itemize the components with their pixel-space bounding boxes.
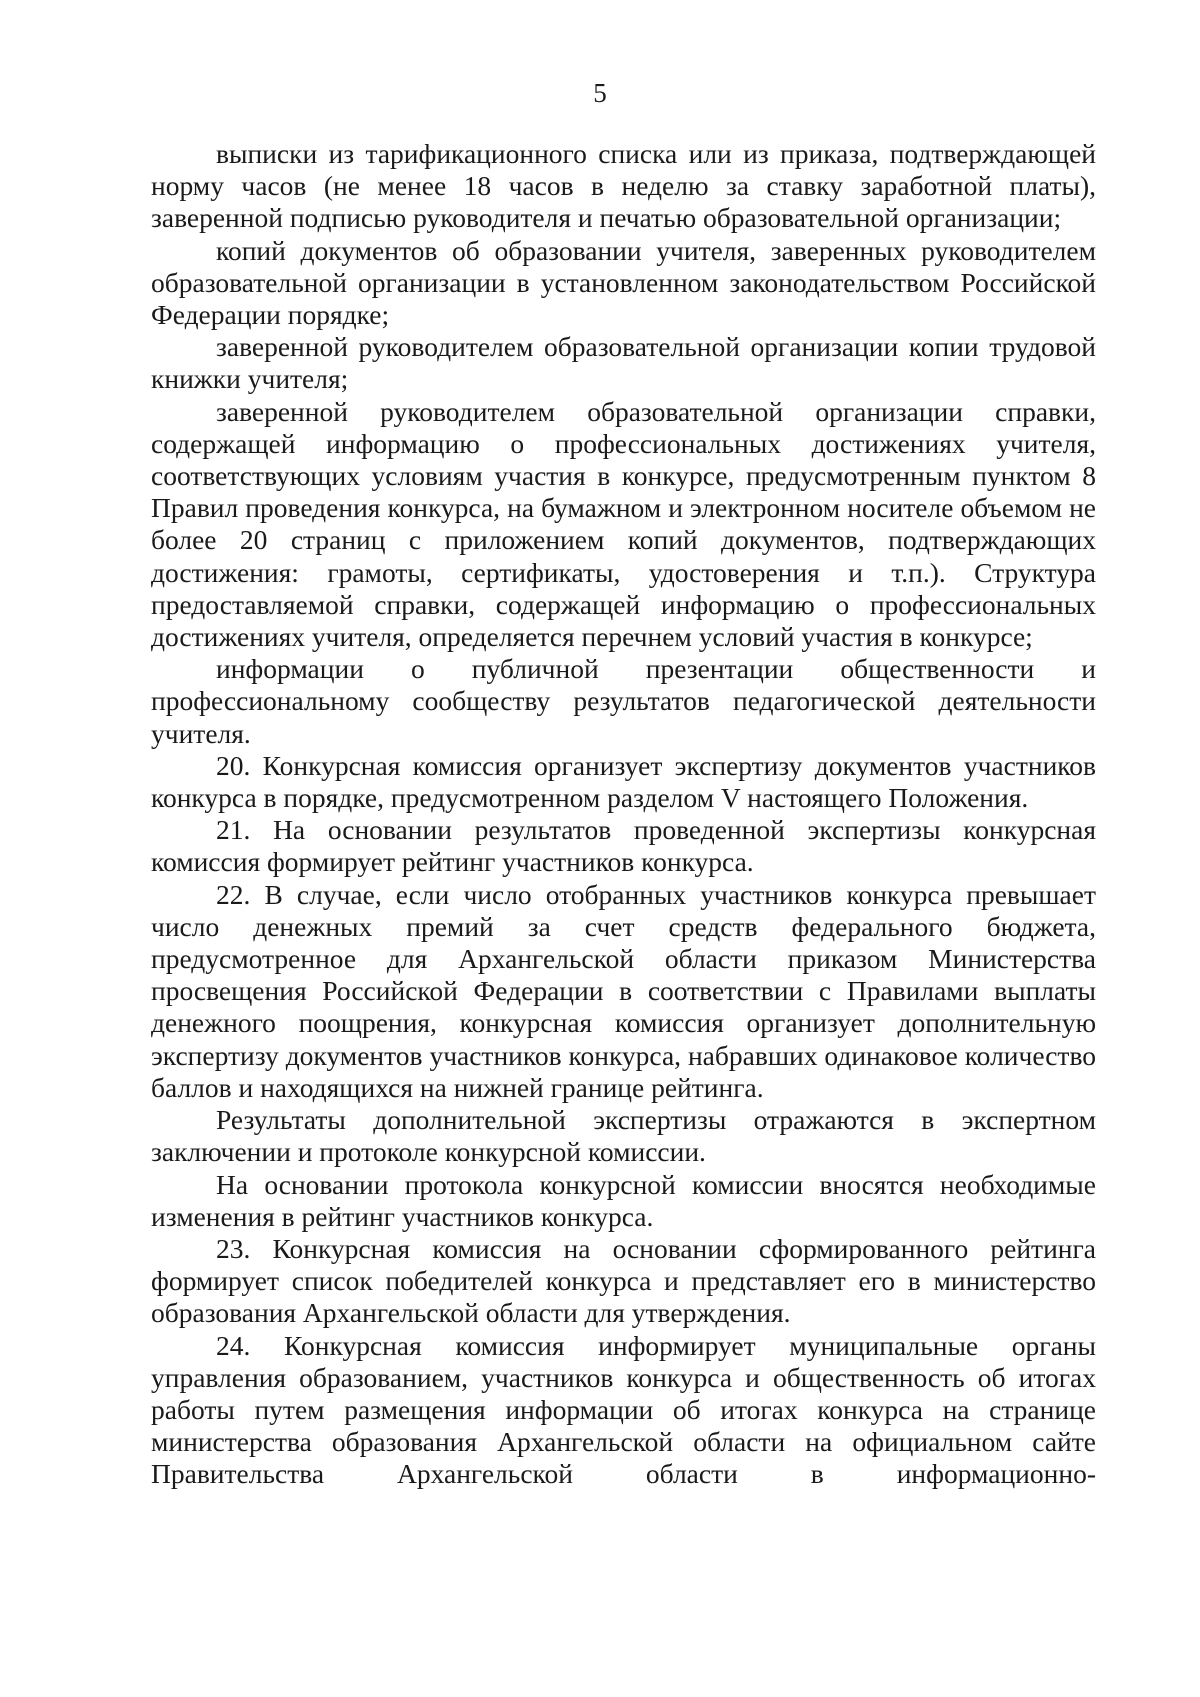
paragraph: Результаты дополнительной экспертизы отражаются в экспертном заключении и протоколе конкурсной комиссии.	[151, 1104, 1096, 1168]
paragraph: 20. Конкурсная комиссия организует экспертизу документов участников конкурса в порядке, предусмотренном разделом V настоящего Положения.	[151, 749, 1096, 814]
paragraph: 22. В случае, если число отобранных участников конкурса превышает число денежных премий за счет средств федерального бюджета, предусмотренное для Архангельской области приказом Министерства просвещения Российской Федерации в соответствии с Правилами выплаты денежного поощрения, конкурсная комиссия организует дополнительную экспертизу документов участников конкурса, набравших одинаковое количество баллов и находящихся на нижней границе рейтинга.	[151, 878, 1096, 1103]
paragraph: 24. Конкурсная комиссия информирует муниципальные органы управления образованием, участников конкурса и общественность об итогах работы путем размещения информации об итогах конкурса на странице министерства образования Архангельской области на официальном сайте Правительства Архангельской области в информационно-	[151, 1329, 1096, 1490]
paragraph: 23. Конкурсная комиссия на основании сформированного рейтинга формирует список победителей конкурса и представляет его в министерство образования Архангельской области для утверждения.	[151, 1232, 1096, 1329]
paragraph: информации о публичной презентации общественности и профессиональному сообществу результатов педагогической деятельности учителя.	[151, 653, 1096, 749]
paragraph: заверенной руководителем образовательной организации справки, содержащей информацию о профессиональных достижениях учителя, соответствующих условиям участия в конкурсе, предусмотренным пунктом 8 Правил проведения конкурса, на бумажном и электронном носителе объемом не более 20 страниц с приложением копий документов, подтверждающих достижения: грамоты, сертификаты, удостоверения и т.п.). Структура предоставляемой справки, содержащей информацию о профессиональных достижениях учителя, определяется перечнем условий участия в конкурсе;	[151, 395, 1096, 653]
paragraph: На основании протокола конкурсной комиссии вносятся необходимые изменения в рейтинг участников конкурса.	[151, 1168, 1096, 1232]
document-body	[151, 138, 1096, 1491]
paragraph: 21. На основании результатов проведенной экспертизы конкурсная комиссия формирует рейтинг участников конкурса.	[151, 814, 1096, 878]
paragraph: копий документов об образовании учителя, заверенных руководителем образовательной организации в установленном законодательством Российской Федерации порядке;	[151, 234, 1096, 331]
paragraph: заверенной руководителем образовательной организации копии трудовой книжки учителя;	[151, 331, 1096, 395]
paragraph: выписки из тарификационного списка или из приказа, подтверждающей норму часов (не менее 18 часов в неделю за ставку заработной платы), заверенной подписью руководителя и печатью образовательной организации;	[151, 138, 1096, 234]
page-number: 5	[593, 78, 607, 108]
